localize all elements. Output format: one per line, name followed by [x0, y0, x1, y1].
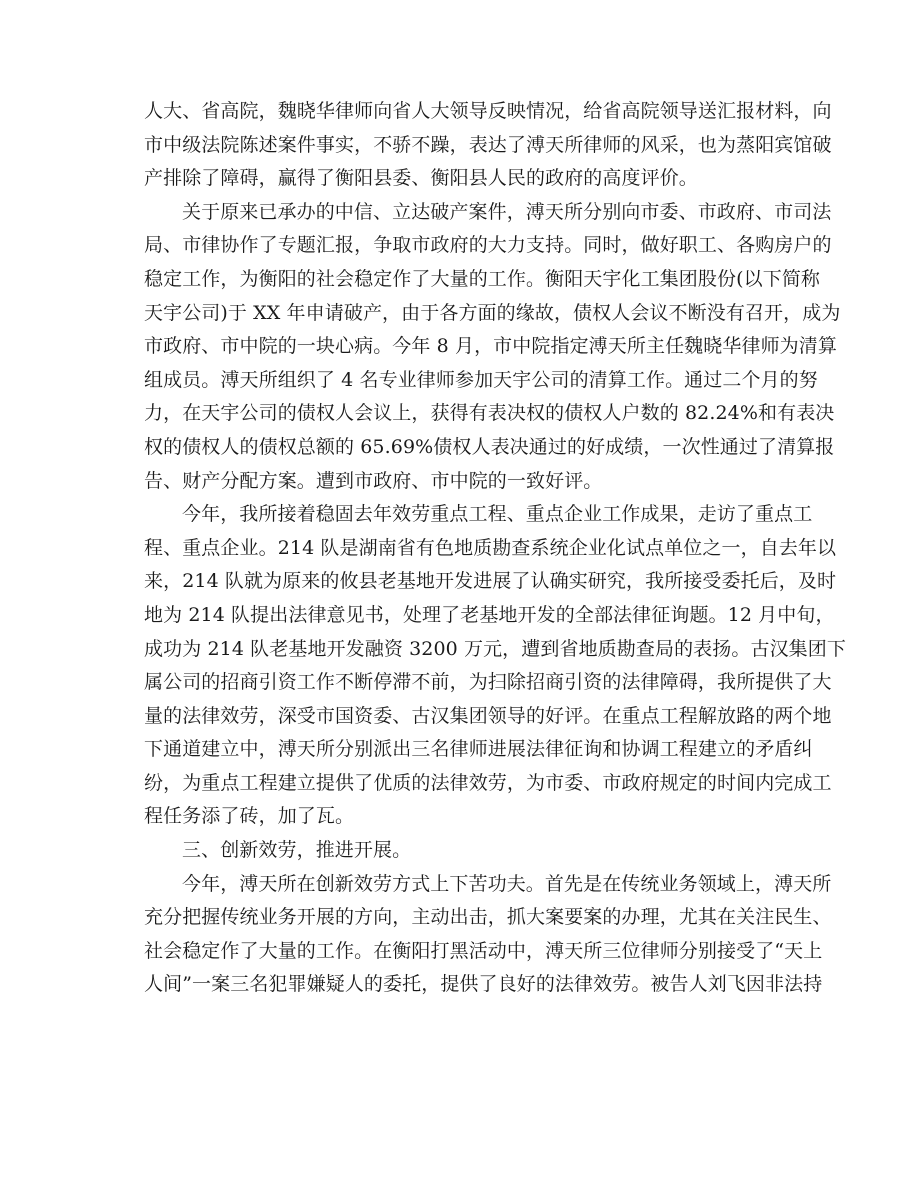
text-line: 纷，为重点工程建立提供了优质的法律效劳，为市委、市政府规定的时间内完成工	[144, 771, 832, 794]
text-line: 力，在天宇公司的债权人会议上，获得有表决权的债权人户数的 82.24%和有表决	[144, 402, 835, 425]
paragraph-5	[144, 868, 832, 1002]
paragraph-3	[144, 498, 846, 834]
text-line: 今年，溥天所在创新效劳方式上下苦功夫。首先是在传统业务领域上，溥天所	[182, 872, 832, 895]
text-line: 人间”一案三名犯罪嫌疑人的委托，提供了良好的法律效劳。被告人刘飞因非法持	[144, 973, 823, 996]
paragraph-1	[144, 95, 832, 196]
text-line: 天宇公司)于 XX 年申请破产，由于各方面的缘故，债权人会议不断没有召开，成为	[144, 301, 841, 324]
text-line: 组成员。溥天所组织了 4 名专业律师参加天宇公司的清算工作。通过二个月的努	[144, 368, 818, 391]
text-line: 告、财产分配方案。遭到市政府、市中院的一致好评。	[144, 469, 603, 492]
text-line: 稳定工作，为衡阳的社会稳定作了大量的工作。衡阳天宇化工集团股份(以下简称	[144, 267, 821, 290]
text-line: 权的债权人的债权总额的 65.69%债权人表决通过的好成绩，一次性通过了清算报	[144, 435, 835, 458]
text-line: 地为 214 队提出法律意见书，处理了老基地开发的全部法律征询题。12 月中旬，	[144, 603, 835, 626]
section-heading	[144, 834, 780, 868]
text-line: 今年，我所接着稳固去年效劳重点工程、重点企业工作成果，走访了重点工	[182, 503, 813, 526]
text-line: 人大、省高院，魏晓华律师向省人大领导反映情况，给省高院领导送汇报材料，向	[144, 100, 832, 122]
text-line: 下通道建立中，溥天所分别派出三名律师进展法律征询和协调工程建立的矛盾纠	[144, 738, 813, 761]
text-line: 程、重点企业。214 队是湖南省有色地质勘查系统企业化试点单位之一，自去年以	[144, 536, 837, 559]
text-line: 市政府、市中院的一块心病。今年 8 月，市中院指定溥天所主任魏晓华律师为清算	[144, 335, 837, 358]
document-body	[144, 95, 846, 1002]
text-line: 社会稳定作了大量的工作。在衡阳打黑活动中，溥天所三位律师分别接受了“天上	[144, 939, 823, 962]
text-line: 程任务添了砖，加了瓦。	[144, 805, 355, 828]
text-line: 市中级法院陈述案件事实，不骄不躁，表达了溥天所律师的风采，也为蒸阳宾馆破	[144, 133, 832, 156]
text-line: 产排除了障碍，赢得了衡阳县委、衡阳县人民的政府的高度评价。	[144, 167, 698, 190]
text-line: 属公司的招商引资工作不断停滞不前，为扫除招商引资的法律障碍，我所提供了大	[144, 671, 832, 694]
text-line: 量的法律效劳，深受市国资委、古汉集团领导的好评。在重点工程解放路的两个地	[144, 704, 832, 727]
text-line: 关于原来已承办的中信、立达破产案件，溥天所分别向市委、市政府、市司法	[182, 200, 832, 223]
section-heading-text: 三、创新效劳，推进开展。	[182, 839, 412, 862]
text-line: 局、市律协作了专题汇报，争取市政府的大力支持。同时，做好职工、各购房户的	[144, 234, 832, 257]
text-line: 来，214 队就为原来的攸县老基地开发进展了认确实研究，我所接受委托后，及时	[144, 570, 837, 593]
paragraph-2	[144, 196, 841, 498]
text-line: 成功为 214 队老基地开发融资 3200 万元，遭到省地质勘查局的表扬。古汉集团下	[144, 637, 846, 660]
text-line: 充分把握传统业务开展的方向，主动出击，抓大案要案的办理，尤其在关注民生、	[144, 906, 832, 929]
